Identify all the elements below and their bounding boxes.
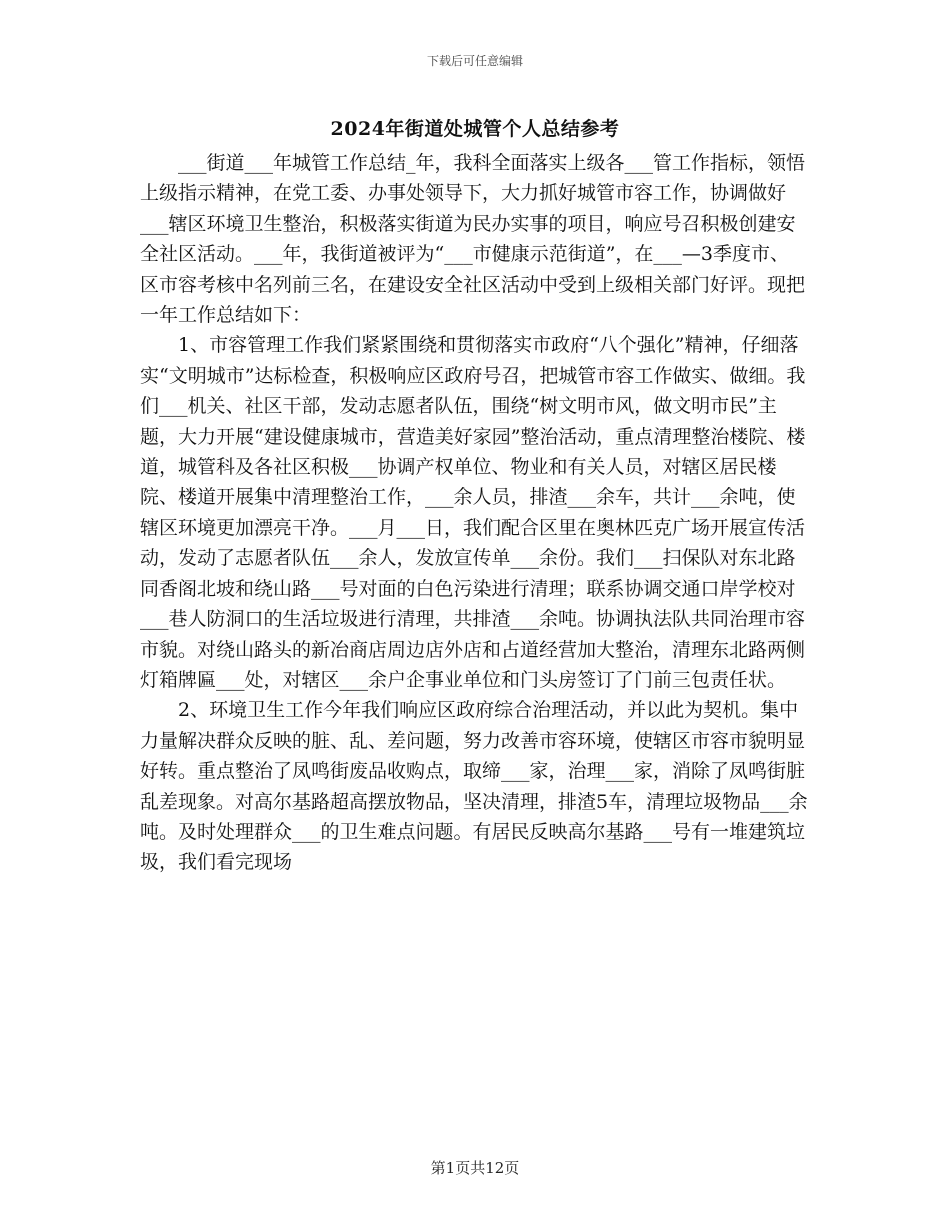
document-body	[140, 148, 808, 878]
paragraph-intro: ___街道___年城管工作总结_年，我科全面落实上级各___管工作指标，领悟上级指示精神，在党工委、办事处领导下，大力抓好城管市容工作，协调做好___辖区环境卫生整治，积极落实街道为民办实事的项目，响应号召积极创建安全社区活动。___年，我街道被评为“___市健康示范街道”，在___—3季度市、区市容考核中名列前三名，在建设安全社区活动中受到上级相关部门好评。现把一年工作总结如下：	[140, 152, 806, 327]
document-title: 2024年街道处城管个人总结参考	[330, 118, 620, 140]
paragraph-section-1: 1、市容管理工作我们紧紧围绕和贯彻落实市政府“八个强化”精神，仔细落实“文明城市”达标检查，积极响应区政府号召，把城管市容工作做实、做细。我们___机关、社区干部，发动志愿者队伍，围绕“树文明市风，做文明市民”主题，大力开展“建设健康城市，营造美好家园”整治活动，重点清理整治楼院、楼道，城管科及各社区积极___协调产权单位、物业和有关人员，对辖区居民楼院、楼道开展集中清理整治工作，___余人员，排渣___余车，共计___余吨，使辖区环境更加漂亮干净。___月___日，我们配合区里在奥林匹克广场开展宣传活动，发动了志愿者队伍___余人，发放宣传单___余份。我们___扫保队对东北路同香阁北坡和绕山路___号对面的白色污染进行清理；联系协调交通口岸学校对___巷人防洞口的生活垃圾进行清理，共排渣___余吨。协调执法队共同治理市容市貌。对绕山路头的新冶商店周边店外店和占道经营加大整治，清理东北路两侧灯箱牌匾___处，对辖区___余户企事业单位和门头房签订了门前三包责任状。	[140, 334, 806, 691]
page-header-note: 下载后可任意编辑	[426, 54, 523, 68]
paragraph-section-2: 2、环境卫生工作今年我们响应区政府综合治理活动，并以此为契机。集中力量解决群众反映的脏、乱、差问题，努力改善市容环境，使辖区市容市貌明显好转。重点整治了凤鸣街废品收购点，取缔___家，治理___家，消除了凤鸣街脏乱差现象。对高尔基路超高摆放物品，坚决清理，排渣5车，清理垃圾物品___余吨。及时处理群众___的卫生难点问题。有居民反映高尔基路___号有一堆建筑垃圾，我们看完现场	[140, 699, 808, 874]
page-footer-number: 第1页共12页	[430, 1159, 520, 1177]
